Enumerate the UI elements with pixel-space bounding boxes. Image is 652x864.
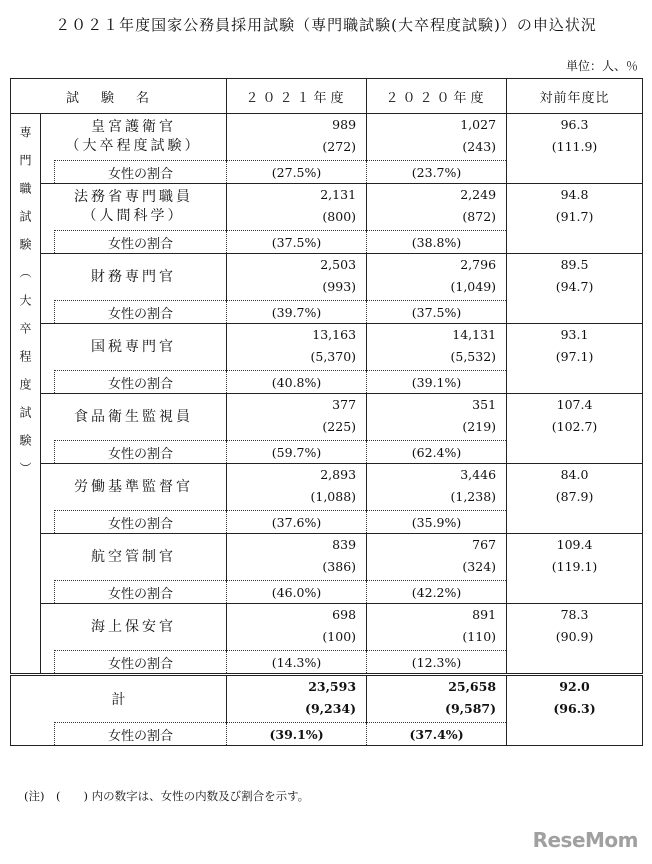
applicants-2021: 13,163 [312,327,357,342]
ratio-total: 96.3 [560,117,589,132]
unit-label: 単位：人、％ [565,59,638,73]
women-share-label: 女性の割合 [55,581,227,604]
women-2021: (1,088) [310,489,357,504]
women-2020: (219) [462,419,497,434]
total-ratio-value: 92.0 [559,679,590,694]
table-row [11,114,643,161]
women-share-2020: (37.5%) [367,301,507,324]
applicants-2020: 14,131 [452,327,497,342]
exam-name-sub: （人間科学） [82,208,185,224]
value-2021 [227,184,367,231]
yoy-ratio [507,464,643,534]
table-row [11,254,643,301]
exam-name-sub: （大卒程度試験） [65,138,202,154]
exam-name [41,534,227,581]
women-share-label: 女性の割合 [55,371,227,394]
women-2020: (1,049) [450,279,497,294]
women-2021: (800) [322,209,357,224]
exam-name-main: 食品衛生監視員 [74,408,194,425]
value-2020 [367,114,507,161]
ratio-women: (102.7) [551,419,598,434]
women-share-2020: (62.4%) [367,441,507,464]
women-share-label: 女性の割合 [55,161,227,184]
ratio-total: 78.3 [560,607,589,622]
applicants-2021: 377 [332,397,357,412]
exam-name-main: 労働基準監督官 [74,478,194,495]
value-2020 [367,464,507,511]
applicants-2020: 3,446 [460,467,497,482]
women-share-2020: (23.7%) [367,161,507,184]
total-women-share-2021: (39.1%) [227,723,367,746]
value-2020 [367,604,507,651]
table-body [11,114,643,746]
exam-name-main: 財務専門官 [91,268,177,285]
women-2020: (5,532) [450,349,497,364]
value-2021 [227,534,367,581]
document-title: ２０２１年度国家公務員採用試験（専門職試験(大卒程度試験)）の申込状況 [55,16,597,34]
total-women-2021: (9,234) [305,701,357,716]
women-share-2021: (27.5%) [227,161,367,184]
total-row [11,675,643,723]
women-2020: (1,238) [450,489,497,504]
ratio-women: (97.1) [555,349,594,364]
exam-name-main: 皇宮護衛官 [91,119,177,135]
header-2021: ２０２１年度 [227,79,367,114]
exam-name-main: 国税専門官 [91,338,177,355]
exam-name [41,114,227,161]
ratio-total: 89.5 [560,257,589,272]
women-share-label: 女性の割合 [55,301,227,324]
women-2021: (225) [322,419,357,434]
exam-name [41,394,227,441]
value-2020 [367,254,507,301]
exam-name [41,324,227,371]
women-share-2021: (40.8%) [227,371,367,394]
total-applicants-2020: 25,658 [448,679,497,694]
total-women-2020: (9,587) [445,701,497,716]
women-2021: (272) [322,139,357,154]
applicants-2020: 2,796 [460,257,497,272]
ratio-women: (119.1) [551,559,598,574]
footnote: (注) ( ) 内の数字は、女性の内数及び割合を示す。 [24,789,310,803]
women-share-label: 女性の割合 [55,511,227,534]
table-row [11,534,643,581]
value-2020 [367,394,507,441]
ratio-women: (87.9) [555,489,594,504]
exam-name [41,464,227,511]
women-2020: (324) [462,559,497,574]
women-share-label: 女性の割合 [55,231,227,254]
value-2021 [227,464,367,511]
value-2021 [227,604,367,651]
women-2021: (386) [322,559,357,574]
applicants-2020: 351 [472,397,497,412]
ratio-women: (94.7) [555,279,594,294]
applicants-2021: 839 [332,537,357,552]
yoy-ratio [507,394,643,464]
value-2020 [367,184,507,231]
table-row [11,464,643,511]
yoy-ratio [507,324,643,394]
table-row [11,184,643,231]
ratio-women: (91.7) [555,209,594,224]
table-row [11,394,643,441]
women-2020: (872) [462,209,497,224]
women-2021: (5,370) [310,349,357,364]
exam-name-main: 航空管制官 [91,548,177,565]
applicants-2021: 2,131 [320,187,357,202]
ratio-total: 93.1 [560,327,589,342]
women-share-2020: (12.3%) [367,651,507,675]
women-share-2020: (35.9%) [367,511,507,534]
women-2021: (993) [322,279,357,294]
category-cell [11,114,41,675]
ratio-total: 84.0 [560,467,589,482]
header-2020: ２０２０年度 [367,79,507,114]
total-ratio [507,675,643,746]
yoy-ratio [507,534,643,604]
table-row [11,324,643,371]
total-ratio-women: (96.3) [553,701,596,716]
women-share-2021: (46.0%) [227,581,367,604]
women-share-2020: (42.2%) [367,581,507,604]
ratio-total: 107.4 [556,397,593,412]
resemom-logo: ReseMom [532,828,638,852]
applicants-2020: 891 [472,607,497,622]
ratio-women: (111.9) [551,139,598,154]
yoy-ratio [507,254,643,324]
women-share-2021: (37.5%) [227,231,367,254]
women-2020: (110) [462,629,497,644]
table-header-row [11,79,643,114]
total-2021 [227,675,367,723]
women-share-2021: (14.3%) [227,651,367,675]
category-label: 専門職試験︵大卒程度試験︶ [18,126,32,490]
women-share-2021: (59.7%) [227,441,367,464]
women-share-2020: (39.1%) [367,371,507,394]
yoy-ratio [507,604,643,675]
total-women-share-label: 女性の割合 [55,723,227,746]
exam-name-main: 海上保安官 [91,618,177,635]
yoy-ratio [507,114,643,184]
value-2020 [367,534,507,581]
applicants-2021: 2,893 [320,467,357,482]
total-women-share-2020: (37.4%) [367,723,507,746]
ratio-total: 109.4 [556,537,593,552]
value-2021 [227,394,367,441]
value-2020 [367,324,507,371]
ratio-women: (90.9) [555,629,594,644]
women-2021: (100) [322,629,357,644]
women-share-2020: (38.8%) [367,231,507,254]
applicants-2021: 698 [332,607,357,622]
applicants-2020: 2,249 [460,187,497,202]
ratio-total: 94.8 [560,187,589,202]
applicants-2021: 2,503 [320,257,357,272]
total-label: 計 [11,675,227,723]
total-2020 [367,675,507,723]
applicants-2021: 989 [332,117,357,132]
women-share-2021: (39.7%) [227,301,367,324]
women-share-2021: (37.6%) [227,511,367,534]
header-exam-name: 試験名 [11,79,227,114]
exam-name [41,604,227,651]
women-2020: (243) [462,139,497,154]
header-ratio: 対前年度比 [507,79,643,114]
women-share-label: 女性の割合 [55,441,227,464]
table-row [11,604,643,651]
exam-name-main: 法務省専門職員 [74,189,194,205]
application-status-table [10,78,643,746]
total-applicants-2021: 23,593 [308,679,357,694]
value-2021 [227,254,367,301]
exam-name [41,184,227,231]
applicants-2020: 767 [472,537,497,552]
exam-name [41,254,227,301]
value-2021 [227,114,367,161]
applicants-2020: 1,027 [460,117,497,132]
value-2021 [227,324,367,371]
women-share-label: 女性の割合 [55,651,227,675]
yoy-ratio [507,184,643,254]
